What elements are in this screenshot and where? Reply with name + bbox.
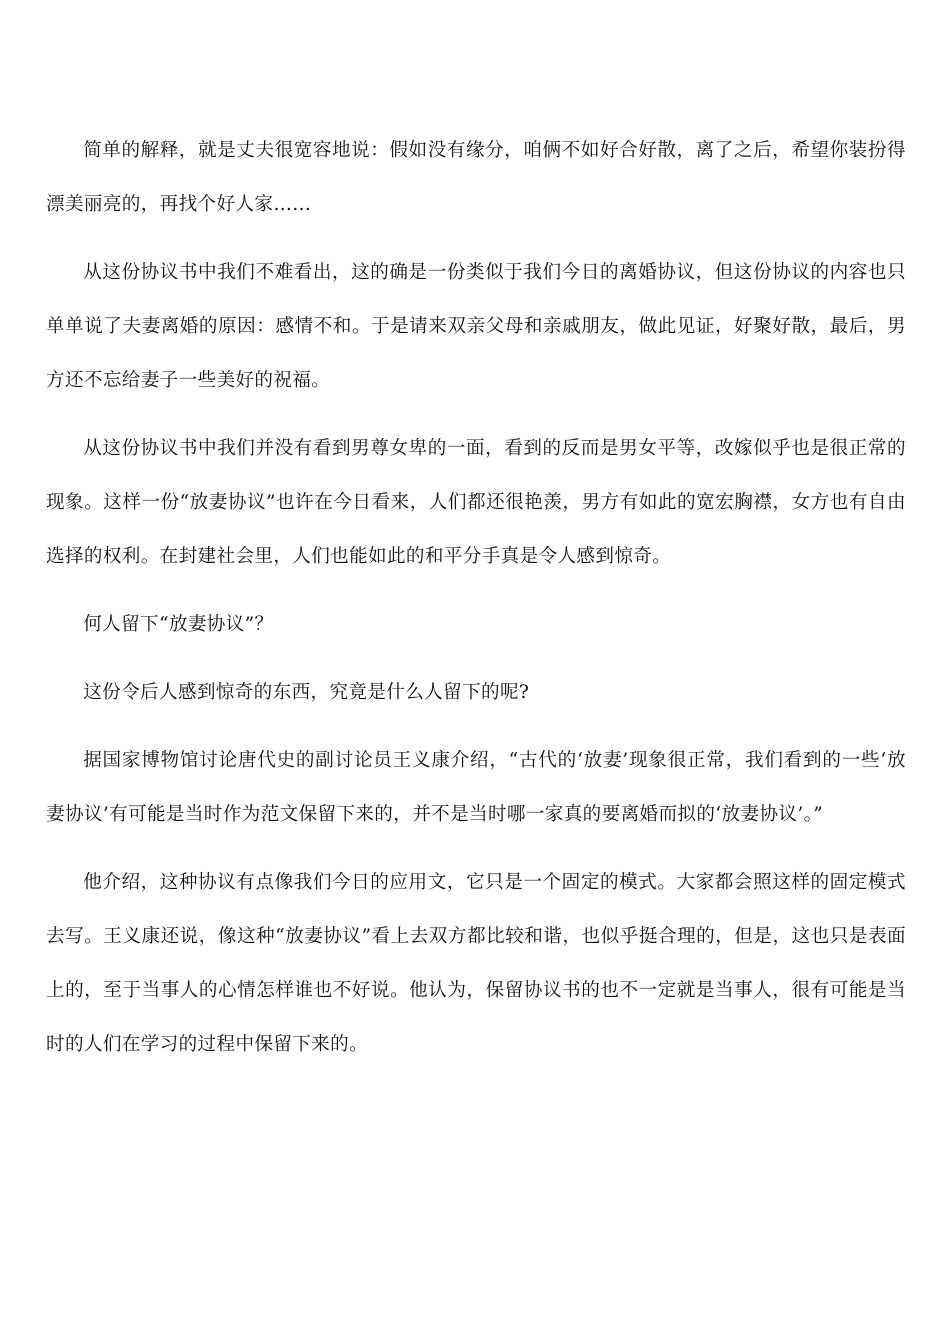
paragraph-conclusion: 他介绍，这种协议有点像我们今日的应用文，它只是一个固定的模式。大家都会照这样的固定模式去写。王义康还说，像这种“放妻协议”看上去双方都比较和谐，也似乎挺合理的，但是，这也只是表面上的，至于当事人的心情怎样谁也不好说。他认为，保留协议书的也不一定就是当事人，很有可能是当时的人们在学习的过程中保留下来的。 bbox=[46, 872, 906, 1055]
document-body bbox=[46, 124, 906, 1086]
paragraph-explanation: 简单的解释，就是丈夫很宽容地说：假如没有缘分，咱俩不如好合好散，离了之后，希望你装扮得漂美丽亮的，再找个好人家…… bbox=[46, 140, 906, 215]
paragraph-equality: 从这份协议书中我们并没有看到男尊女卑的一面，看到的反而是男女平等，改嫁似乎也是很正常的现象。这样一份“放妻协议”也许在今日看来，人们都还很艳羡，男方有如此的宽宏胸襟，女方也有自由选择的权利。在封建社会里，人们也能如此的和平分手真是令人感到惊奇。 bbox=[46, 438, 906, 567]
paragraph-question: 这份令后人感到惊奇的东西，究竟是什么人留下的呢? bbox=[83, 682, 530, 703]
paragraph-agreement-content: 从这份协议书中我们不难看出，这的确是一份类似于我们今日的离婚协议，但这份协议的内容也只单单说了夫妻离婚的原因：感情不和。于是请来双亲父母和亲戚朋友，做此见证，好聚好散，最后，男方还不忘给妻子一些美好的祝福。 bbox=[46, 262, 906, 391]
section-heading: 何人留下“放妻协议”？ bbox=[83, 614, 274, 635]
paragraph-expert-quote: 据国家博物馆讨论唐代史的副讨论员王义康介绍，“古代的‘放妻’现象很正常，我们看到的一些‘放妻协议’有可能是当时作为范文保留下来的，并不是当时哪一家真的要离婚而拟的‘放妻协议’。” bbox=[46, 750, 906, 825]
